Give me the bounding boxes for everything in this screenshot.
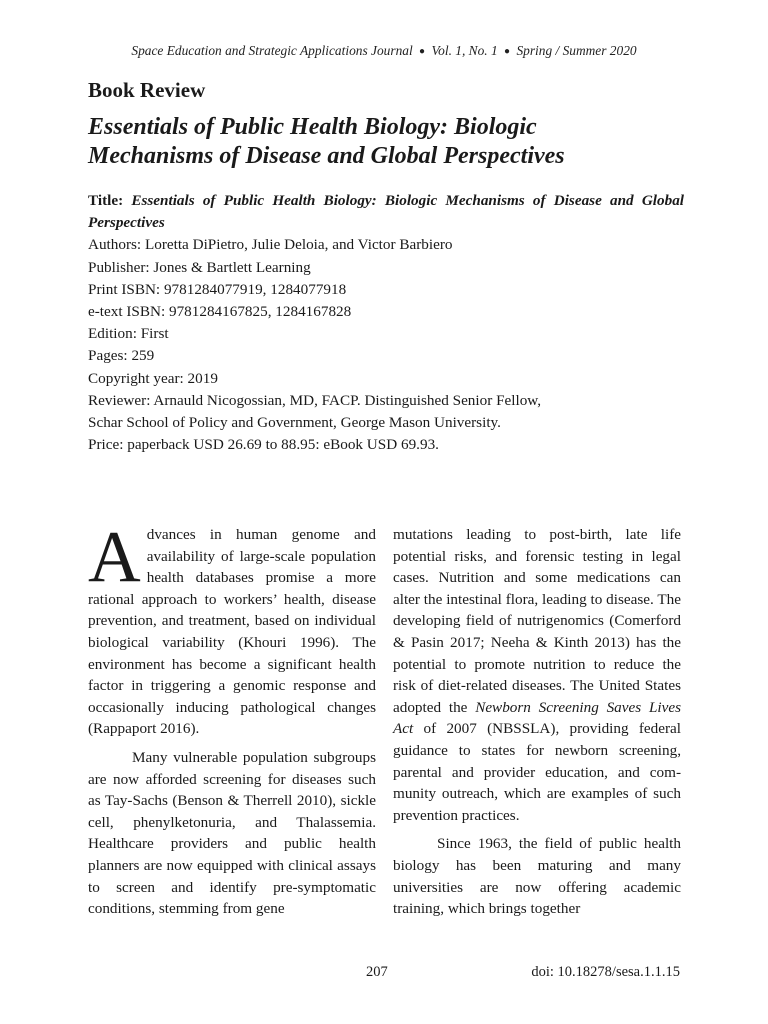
- body-paragraph: Since 1963, the field of public health biology has been maturing and many universities are now offering academic training, which brings together: [393, 835, 681, 918]
- page-number: 207: [366, 964, 388, 980]
- meta-title: [88, 190, 684, 234]
- meta-copyright: Copyright year: 2019: [88, 369, 218, 387]
- body-paragraph: [88, 516, 376, 740]
- meta-print-isbn: Print ISBN: 9781284077919, 1284077918: [88, 280, 347, 298]
- meta-title-label: Title:: [88, 192, 124, 209]
- article-title-line-2: Mechanisms of Disease and Global Perspectives: [88, 143, 565, 169]
- meta-etext-isbn: e-text ISBN: 9781284167825, 1284167828: [88, 303, 352, 321]
- meta-price: Price: paperback USD 26.69 to 88.95: eBook USD 69.93.: [88, 436, 439, 454]
- paragraph-text: mutations leading to post-birth, late life potential risks, and forensic testing in legal cases. Nutrition and some medications can alter the intestinal flora, leading to disease. The developing field of nutrigenomics (Comerford & Pasin 2017; Neeha & Kinth 2013) has the potential to promote nutrition to reduce the risk of diet-related diseases. The United States adopted the: [393, 526, 681, 716]
- meta-reviewer-line-2: Schar School of Policy and Government, George Mason University.: [88, 414, 501, 432]
- section-label: Book Review: [88, 78, 206, 102]
- bullet-separator: ●: [419, 46, 426, 57]
- act-title: Newborn Screening Saves Lives Act: [393, 698, 681, 738]
- journal-name: Space Education and Strategic Applications Journal: [131, 43, 413, 58]
- doi-link[interactable]: doi: 10.18278/sesa.1.1.15: [531, 964, 680, 980]
- meta-edition: Edition: First: [88, 325, 169, 343]
- meta-title-value: Essentials of Public Health Biology: Biologic Mechanisms of Disease and Global Perspectives: [88, 192, 685, 232]
- bullet-separator: ●: [504, 46, 511, 57]
- meta-reviewer-line-1: Reviewer: Arnauld Nicogossian, MD, FACP. Distinguished Senior Fellow,: [88, 391, 542, 409]
- body-column-left: [88, 516, 376, 927]
- body-paragraph: Many vulnerable population subgroups are now afforded screening for diseases such as Tay-Sachs (Benson & Therrell 2010), sickle cell, phenylketonuria, and Thalassemia. Healthcare providers and public health planners are now equipped with clinical assays to screen and identify pre-symptomatic conditions, stemming from gene: [88, 748, 376, 918]
- journal-volume: Vol. 1, No. 1: [431, 43, 498, 58]
- drop-cap: A: [88, 516, 141, 597]
- meta-pages: Pages: 259: [88, 347, 155, 365]
- running-header: [88, 43, 680, 59]
- journal-season: Spring / Summer 2020: [516, 43, 637, 58]
- meta-publisher: Publisher: Jones & Bartlett Learning: [88, 258, 311, 276]
- book-metadata: [88, 190, 684, 456]
- article-title-line-1: Essentials of Public Health Biology: Biologic: [88, 114, 537, 140]
- body-column-right: [393, 524, 681, 927]
- body-paragraph: [393, 524, 681, 826]
- article-title: [88, 113, 688, 171]
- paragraph-text: of 2007 (NBSSLA), providing federal guidance to states for newborn screening, parental and provider education, and community outreach, which are examples of such prevention practices.: [393, 720, 681, 824]
- meta-authors: Authors: Loretta DiPietro, Julie Deloia, and Victor Barbiero: [88, 236, 453, 254]
- paragraph-text: dvances in human genome and availability of large-scale population health databases promise a more rational approach to workers’ health, disease prevention, and treatment, based on individual biological variability (Khouri 1996). The environment has become a significant health factor in triggering a genomic response and occasionally inducing pathological changes (Rappaport 2016).: [88, 526, 376, 738]
